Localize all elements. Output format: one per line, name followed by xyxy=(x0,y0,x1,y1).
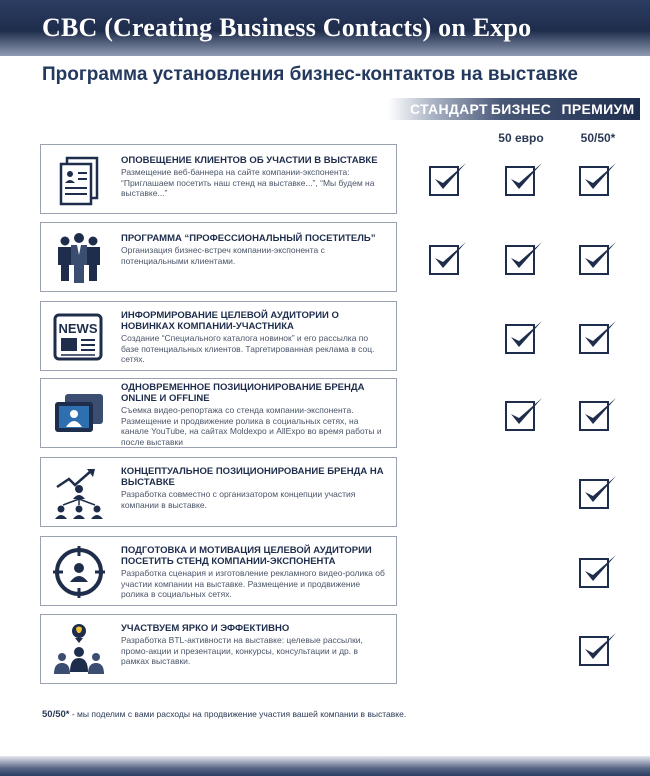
plan-standard-label: СТАНДАРТ xyxy=(410,101,488,117)
row-description: Создание “Специального каталога новинок” и его рассылка по базе потенциальных клиентов. Таргетированная реклама в соц. сетях. xyxy=(121,333,375,364)
row-title: ИНФОРМИРОВАНИЕ ЦЕЛЕВОЙ АУДИТОРИИ О НОВИНКАХ КОМПАНИИ-УЧАСТНИКА xyxy=(121,310,339,332)
footnote-mark: 50/50* xyxy=(42,709,70,720)
checkmark-icon-premium xyxy=(578,161,618,197)
feature-row-7 xyxy=(40,614,397,684)
row-title: УЧАСТВУЕМ ЯРКО И ЭФФЕКТИВНО xyxy=(121,623,290,634)
footnote-text: - мы поделим с вами расходы на продвижение участия вашей компании в выставке. xyxy=(69,709,407,719)
row-title: ОДНОВРЕМЕННОЕ ПОЗИЦИОНИРОВАНИЕ БРЕНДА ONLINE И OFFLINE xyxy=(121,382,365,404)
row-title: ПРОГРАММА “ПРОФЕССИОНАЛЬНЫЙ ПОСЕТИТЕЛЬ” xyxy=(121,233,376,244)
business-people-icon xyxy=(51,230,107,286)
checkmark-icon-premium xyxy=(578,396,618,432)
checkmark-icon-standard xyxy=(428,161,468,197)
feature-row-6 xyxy=(40,536,397,606)
network-growth-icon xyxy=(51,465,107,521)
row-description: Организация бизнес-встреч компании-экспонента с потенциальными клиентами. xyxy=(121,245,325,266)
plan-business-label: БИЗНЕС xyxy=(490,101,552,117)
target-audience-icon xyxy=(51,544,107,600)
plan-premium-price: 50/50* xyxy=(580,131,616,145)
page-subtitle: Программа установления бизнес-контактов на выставке xyxy=(42,64,578,85)
feature-row-1 xyxy=(40,144,397,214)
checkmark-icon-premium xyxy=(578,631,618,667)
page-title: CBC (Creating Business Contacts) on Expo xyxy=(42,13,532,42)
plan-premium-label: ПРЕМИУМ xyxy=(561,101,635,117)
footnote xyxy=(42,709,406,720)
bottom-banner xyxy=(0,756,650,776)
video-screen-icon xyxy=(51,386,107,442)
row-description: Съемка видео-репортажа со стенда компании-экспонента. Размещение и продвижение ролика в социальных сетях, на канале YouTube, на сайтах Moldexpo и AllExpo во время работы и после выставки xyxy=(121,405,382,447)
checkmark-icon-premium xyxy=(578,240,618,276)
checkmark-icon-business xyxy=(504,161,544,197)
row-description: Разработка сценария и изготовление рекламного видео-ролика об участии компании на выставке. Размещение и продвижение ролика в социальных сетях. xyxy=(121,568,385,599)
top-banner xyxy=(0,0,650,56)
row-title: ПОДГОТОВКА И МОТИВАЦИЯ ЦЕЛЕВОЙ АУДИТОРИИ ПОСЕТИТЬ СТЕНД КОМПАНИИ-ЭКСПОНЕНТА xyxy=(121,545,372,567)
row-description: Разработка BTL-активности на выставке: целевые рассылки, промо-акции и презентации, конкурсы, консультации и др. в рамках выставки. xyxy=(121,635,363,666)
feature-row-4 xyxy=(40,378,397,448)
checkmark-icon-premium xyxy=(578,319,618,355)
idea-team-icon xyxy=(51,622,107,678)
row-title: КОНЦЕПТУАЛЬНОЕ ПОЗИЦИОНИРОВАНИЕ БРЕНДА НА ВЫСТАВКЕ xyxy=(121,466,384,488)
checkmark-icon-standard xyxy=(428,240,468,276)
checkmark-icon-premium xyxy=(578,474,618,510)
checkmark-icon-business xyxy=(504,240,544,276)
document-user-icon xyxy=(51,152,107,208)
row-description: Размещение веб-баннера на сайте компании-экспонента: “Приглашаем посетить наш стенд на выставке...”, “Мы будем на выставке...” xyxy=(121,167,375,198)
checkmark-icon-business xyxy=(504,396,544,432)
row-description: Разработка совместно с организатором концепции участия компании в выставке. xyxy=(121,489,356,510)
checkmark-icon-premium xyxy=(578,553,618,589)
svg-text:NEWS: NEWS xyxy=(58,321,98,336)
feature-row-3 xyxy=(40,301,397,371)
row-title: ОПОВЕЩЕНИЕ КЛИЕНТОВ ОБ УЧАСТИИ В ВЫСТАВКЕ xyxy=(121,155,378,166)
news-icon xyxy=(51,309,107,365)
feature-row-2 xyxy=(40,222,397,292)
plan-business-price: 50 евро xyxy=(498,131,544,145)
checkmark-icon-business xyxy=(504,319,544,355)
feature-row-5 xyxy=(40,457,397,527)
